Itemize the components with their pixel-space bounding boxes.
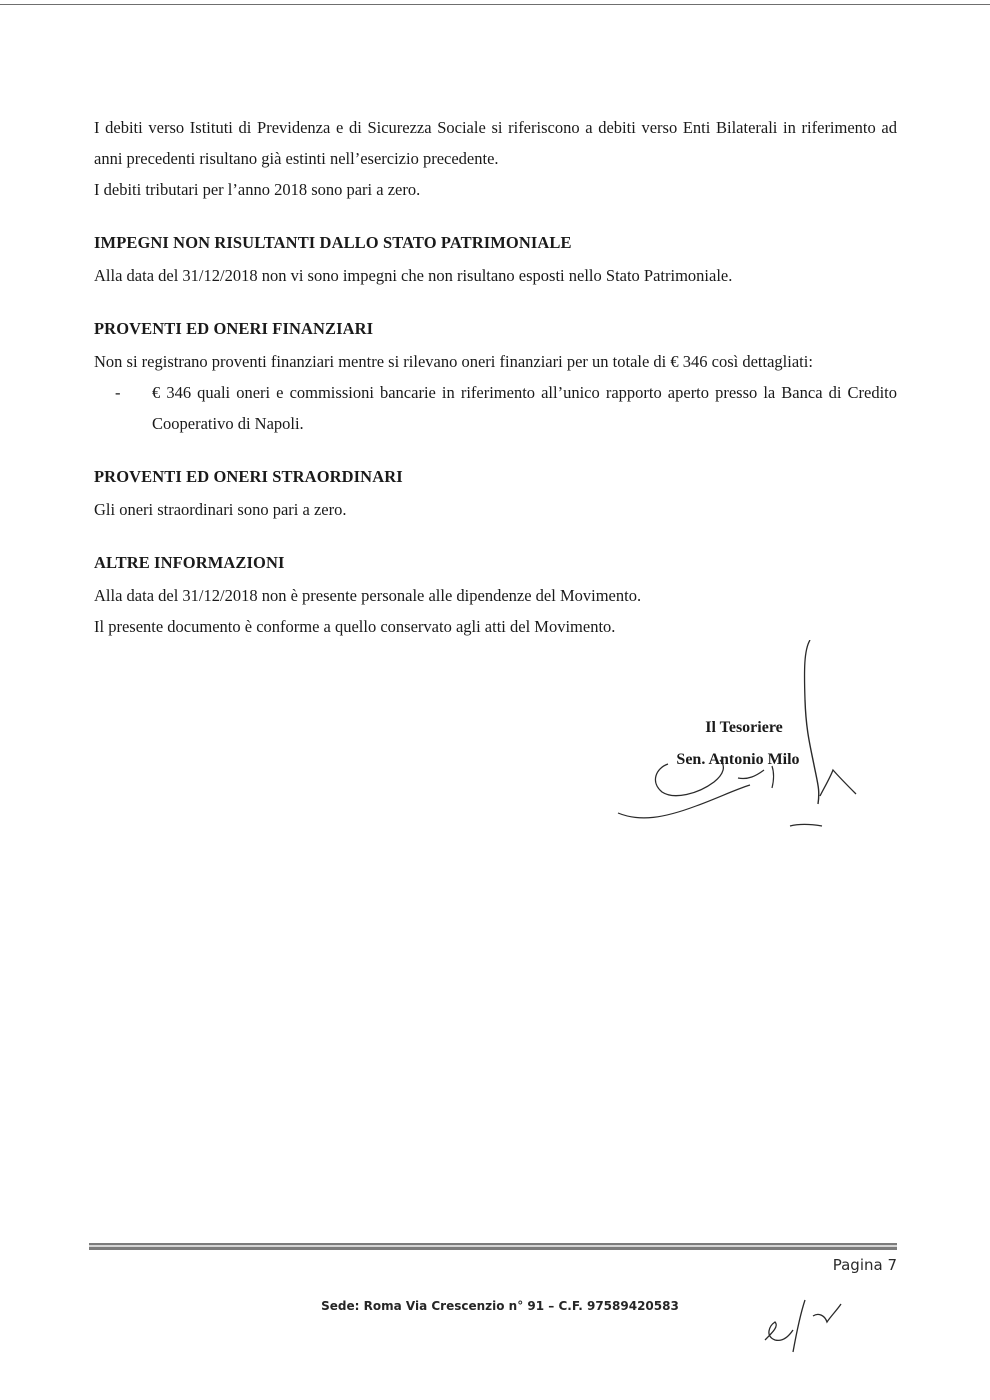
footer-address: Sede: Roma Via Crescenzio n° 91 – C.F. 97589420583 <box>321 1299 679 1313</box>
list-item <box>94 377 897 439</box>
signature-block <box>610 712 850 774</box>
footer-rule <box>89 1243 897 1250</box>
section-text-impegni: Alla data del 31/12/2018 non vi sono impegni che non risultano esposti nello Stato Patrimoniale. <box>94 266 733 285</box>
intro-paragraph-debiti: I debiti verso Istituti di Previdenza e di Sicurezza Sociale si riferiscono a debiti verso Enti Bilaterali in riferimento ad anni precedenti risultano già estinti nell’esercizio precedente. <box>94 118 897 168</box>
bullet-text-oneri: € 346 quali oneri e commissioni bancarie in riferimento all’unico rapporto aperto presso la Banca di Credito Cooperativo di Napoli. <box>152 383 897 433</box>
section-title-impegni: IMPEGNI NON RISULTANTI DALLO STATO PATRIMONIALE <box>94 233 572 252</box>
page-number: Pagina 7 <box>832 1256 897 1274</box>
section-title-altre: ALTRE INFORMAZIONI <box>94 553 285 572</box>
section-text-straordinari: Gli oneri straordinari sono pari a zero. <box>94 500 347 519</box>
section-text-personale: Alla data del 31/12/2018 non è presente personale alle dipendenze del Movimento. <box>94 586 642 605</box>
intro-paragraph-tributari: I debiti tributari per l’anno 2018 sono pari a zero. <box>94 180 421 199</box>
document-body <box>94 112 897 642</box>
signature-name: Sen. Antonio Milo <box>676 751 800 768</box>
top-page-rule <box>0 4 990 5</box>
section-title-straordinari: PROVENTI ED ONERI STRAORDINARI <box>94 467 403 486</box>
bullet-dash: - <box>115 383 121 402</box>
section-text-finanziari: Non si registrano proventi finanziari mentre si rilevano oneri finanziari per un totale di € 346 così dettagliati: <box>94 352 813 371</box>
signature-title: Il Tesoriere <box>705 719 783 736</box>
section-text-conformita: Il presente documento è conforme a quello conservato agli atti del Movimento. <box>94 617 616 636</box>
section-title-finanziari: PROVENTI ED ONERI FINANZIARI <box>94 319 374 338</box>
